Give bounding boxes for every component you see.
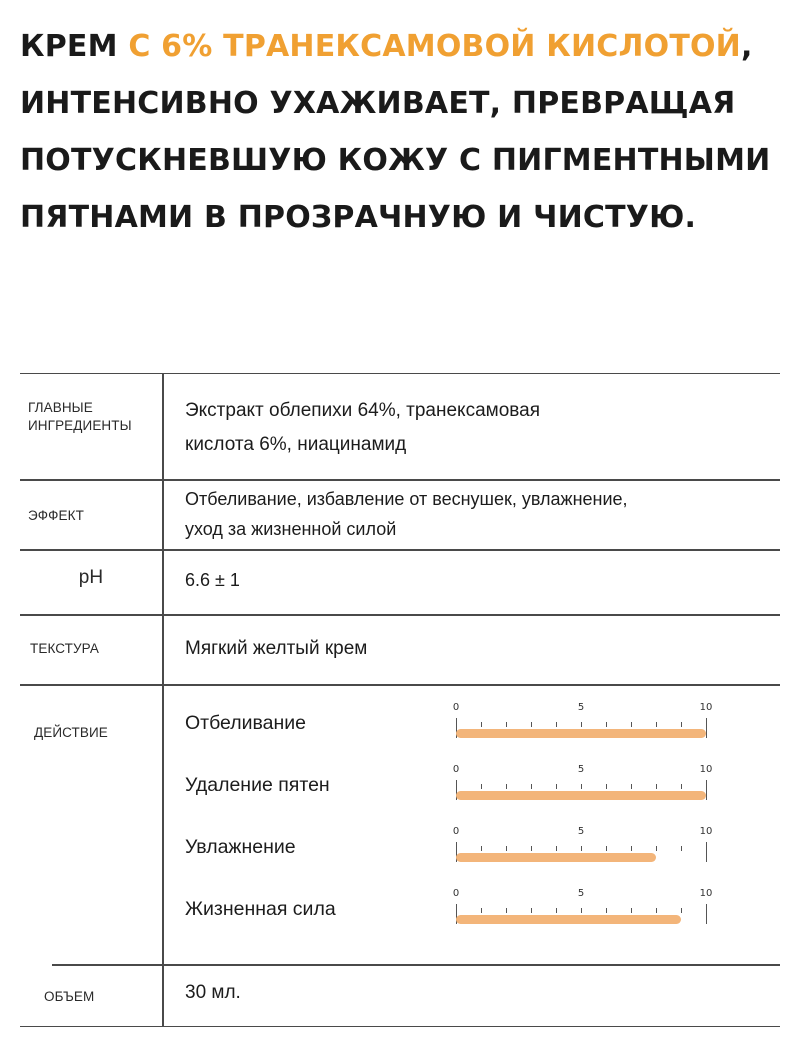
rating-bar [456,853,656,862]
ingredients-value-line: кислота 6%, ниацинамид [185,434,407,455]
action-item-name: Отбеливание [185,712,307,734]
scale-tick-label: 10 [699,826,713,837]
scale-tick [481,784,482,789]
scale-tick [606,846,607,851]
effect-value-line: уход за жизненной силой [185,519,397,539]
ingredients-label [28,399,170,435]
rating-bar [456,915,681,924]
action-item-name: Жизненная сила [185,898,336,920]
scale-tick [681,722,682,727]
scale-tick [656,908,657,913]
scale-tick [631,784,632,789]
texture-row [20,614,780,684]
scale-tick [681,846,682,851]
scale-tick [706,780,707,800]
scale-tick [606,908,607,913]
scale-tick [656,846,657,851]
headline-line-2: ИНТЕНСИВНО УХАЖИВАЕТ, ПРЕВРАЩАЯ [20,86,736,121]
action-item-name: Увлажнение [185,836,296,858]
scale-tick [556,722,557,727]
ingredients-label-line: ГЛАВНЫЕ [28,400,93,415]
scale-tick [606,722,607,727]
scale-tick [506,846,507,851]
spec-table [20,373,780,1027]
ph-value: 6.6 ± 1 [185,570,240,590]
scale-tick-label: 10 [699,888,713,899]
scale-tick [556,908,557,913]
scale-tick [506,908,507,913]
headline-comma: , [741,29,753,64]
effect-value [185,484,770,544]
scale-tick [531,722,532,727]
scale-tick-label: 0 [452,702,460,713]
ingredients-value-line: Экстракт облепихи 64%, транексамовая [185,400,541,421]
action-rating-scale [452,826,713,866]
scale-tick [581,784,582,789]
scale-tick [681,784,682,789]
scale-tick-label: 10 [699,764,713,775]
effect-value-line: Отбеливание, избавление от веснушек, увлажнение, [185,489,628,509]
scale-tick-label: 10 [699,702,713,713]
headline-line-1 [20,18,780,75]
action-label: ДЕЙСТВИЕ [34,725,108,740]
scale-tick [581,722,582,727]
action-row [20,684,780,964]
headline-line-4: ПЯТНАМИ В ПРОЗРАЧНУЮ И ЧИСТУЮ. [20,200,697,235]
scale-tick [681,908,682,913]
ingredients-label-line: ИНГРЕДИЕНТЫ [28,418,132,433]
action-item-name: Удаление пятен [185,774,330,796]
action-rating-scale [452,888,713,928]
texture-value: Мягкий желтый крем [185,638,368,659]
scale-tick-label: 5 [577,888,585,899]
scale-tick [481,722,482,727]
ingredients-row [20,374,780,479]
scale-tick [631,722,632,727]
ph-row [20,549,780,614]
scale-tick [631,846,632,851]
scale-tick [506,784,507,789]
rating-bar [456,729,706,738]
action-rating-scale [452,702,713,742]
scale-tick [606,784,607,789]
scale-tick [706,842,707,862]
scale-tick [656,784,657,789]
ph-label: pH [78,567,104,588]
headline-accent: С 6% ТРАНЕКСАМОВОЙ КИСЛОТОЙ [128,29,741,64]
rating-bar [456,791,706,800]
ingredients-value [185,394,770,462]
scale-tick [481,846,482,851]
volume-row [20,964,780,1026]
scale-tick-label: 5 [577,702,585,713]
scale-tick-label: 5 [577,826,585,837]
scale-tick-label: 5 [577,764,585,775]
texture-label: ТЕКСТУРА [30,641,99,656]
headline-word: КРЕМ [20,29,129,64]
scale-tick-label: 0 [452,764,460,775]
volume-value: 30 мл. [185,982,241,1003]
scale-tick-label: 0 [452,826,460,837]
scale-tick [581,908,582,913]
scale-tick [531,784,532,789]
scale-tick [531,908,532,913]
scale-tick [481,908,482,913]
effect-row [20,479,780,549]
headline [20,18,780,246]
action-rating-scale [452,764,713,804]
scale-tick [706,904,707,924]
scale-tick [556,846,557,851]
effect-label: ЭФФЕКТ [28,508,84,523]
headline-line-3: ПОТУСКНЕВШУЮ КОЖУ С ПИГМЕНТНЫМИ [20,143,771,178]
scale-tick [656,722,657,727]
scale-tick [556,784,557,789]
volume-label: ОБЪЕМ [44,989,95,1004]
scale-tick [506,722,507,727]
scale-tick [706,718,707,738]
scale-tick-label: 0 [452,888,460,899]
scale-tick [581,846,582,851]
scale-tick [631,908,632,913]
scale-tick [531,846,532,851]
